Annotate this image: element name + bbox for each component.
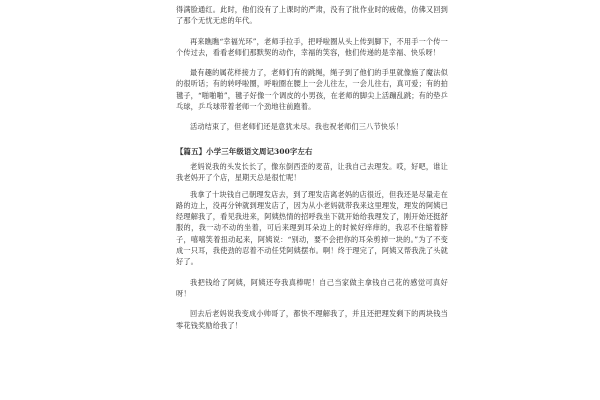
paragraph-continuation: 得满脸通红。此时，他们没有了上课时的严肃，没有了批作业时的疲倦，仿佛又回到了那个无忧无虑的年代。 <box>176 5 448 26</box>
paragraph-barber-shop: 我拿了十块钱自己朝理发店去，到了理发店离老妈的店很近，但我还是尽量走在路的边上，没再分钟就到理发店了，因为从小老妈就带我来这里理发，理发的阿姨已经理解我了，看见我进来，阿姨热情的招呼我坐下就开始给我理发了，刚开始还挺舒服的，我一动不动的坐着，可后来理到耳朵边上的时候好痒痒的，我忍不住缩着脖子，嘻嘻笑着扭动起来，阿姨说：“别动，要不会把你的耳朵剪掉一块的。”为了不变成一只耳，我使劲的忍着不动任凭阿姨摆布。啊！终于理完了，阿姨又帮我洗了头就好了。 <box>176 189 448 267</box>
paragraph-haircut-intro: 老妈说我的头发长长了，像东倒西歪的麦苗，让我自己去理发。哎，好吧，谁让我老妈开了个店，星期天总是很忙呢！ <box>176 161 448 183</box>
paragraph-payment: 我把钱给了阿姨，阿姨还夸我真棒呢！自己当家做主拿钱自己花的感觉可真好呀！ <box>176 277 448 298</box>
section-heading: 【篇五】小学三年级语文周记300字左右 <box>176 146 313 156</box>
paragraph-happiness-ring: 再来瞧瞧“幸福光环”，老师手拉手，把呼啦圈从头上传到脚下，不用手一个传一个传过去，看看老师们那默契的动作，幸福的笑容，他们传递的是幸福、快乐呀！ <box>176 36 448 57</box>
document-body <box>176 4 448 340</box>
paragraph-activity-end: 活动结束了，但老师们还是意犹未尽。我也祝老师们三八节快乐！ <box>190 122 403 132</box>
paragraph-return-home: 回去后老妈说我变成小帅哥了，都快不理解我了，并且还把理发剩下的两块钱当零花钱奖励给我了！ <box>176 309 448 330</box>
paragraph-relay: 最有趣的属花样接力了，老师们有的跳绳，绳子到了他们的手里就像施了魔法似的很听话；有的转呼啦圈，呼啦圈在腰上一会儿往左，一会儿往右，真可爱；有的拍毽子，“啪啪啪”，毽子好像一个调皮的小男孩，在老师的脚尖上活蹦乱跳；有的垫乒乓球，乒乓球带着老师一个劲地往前跑着。 <box>176 68 448 112</box>
